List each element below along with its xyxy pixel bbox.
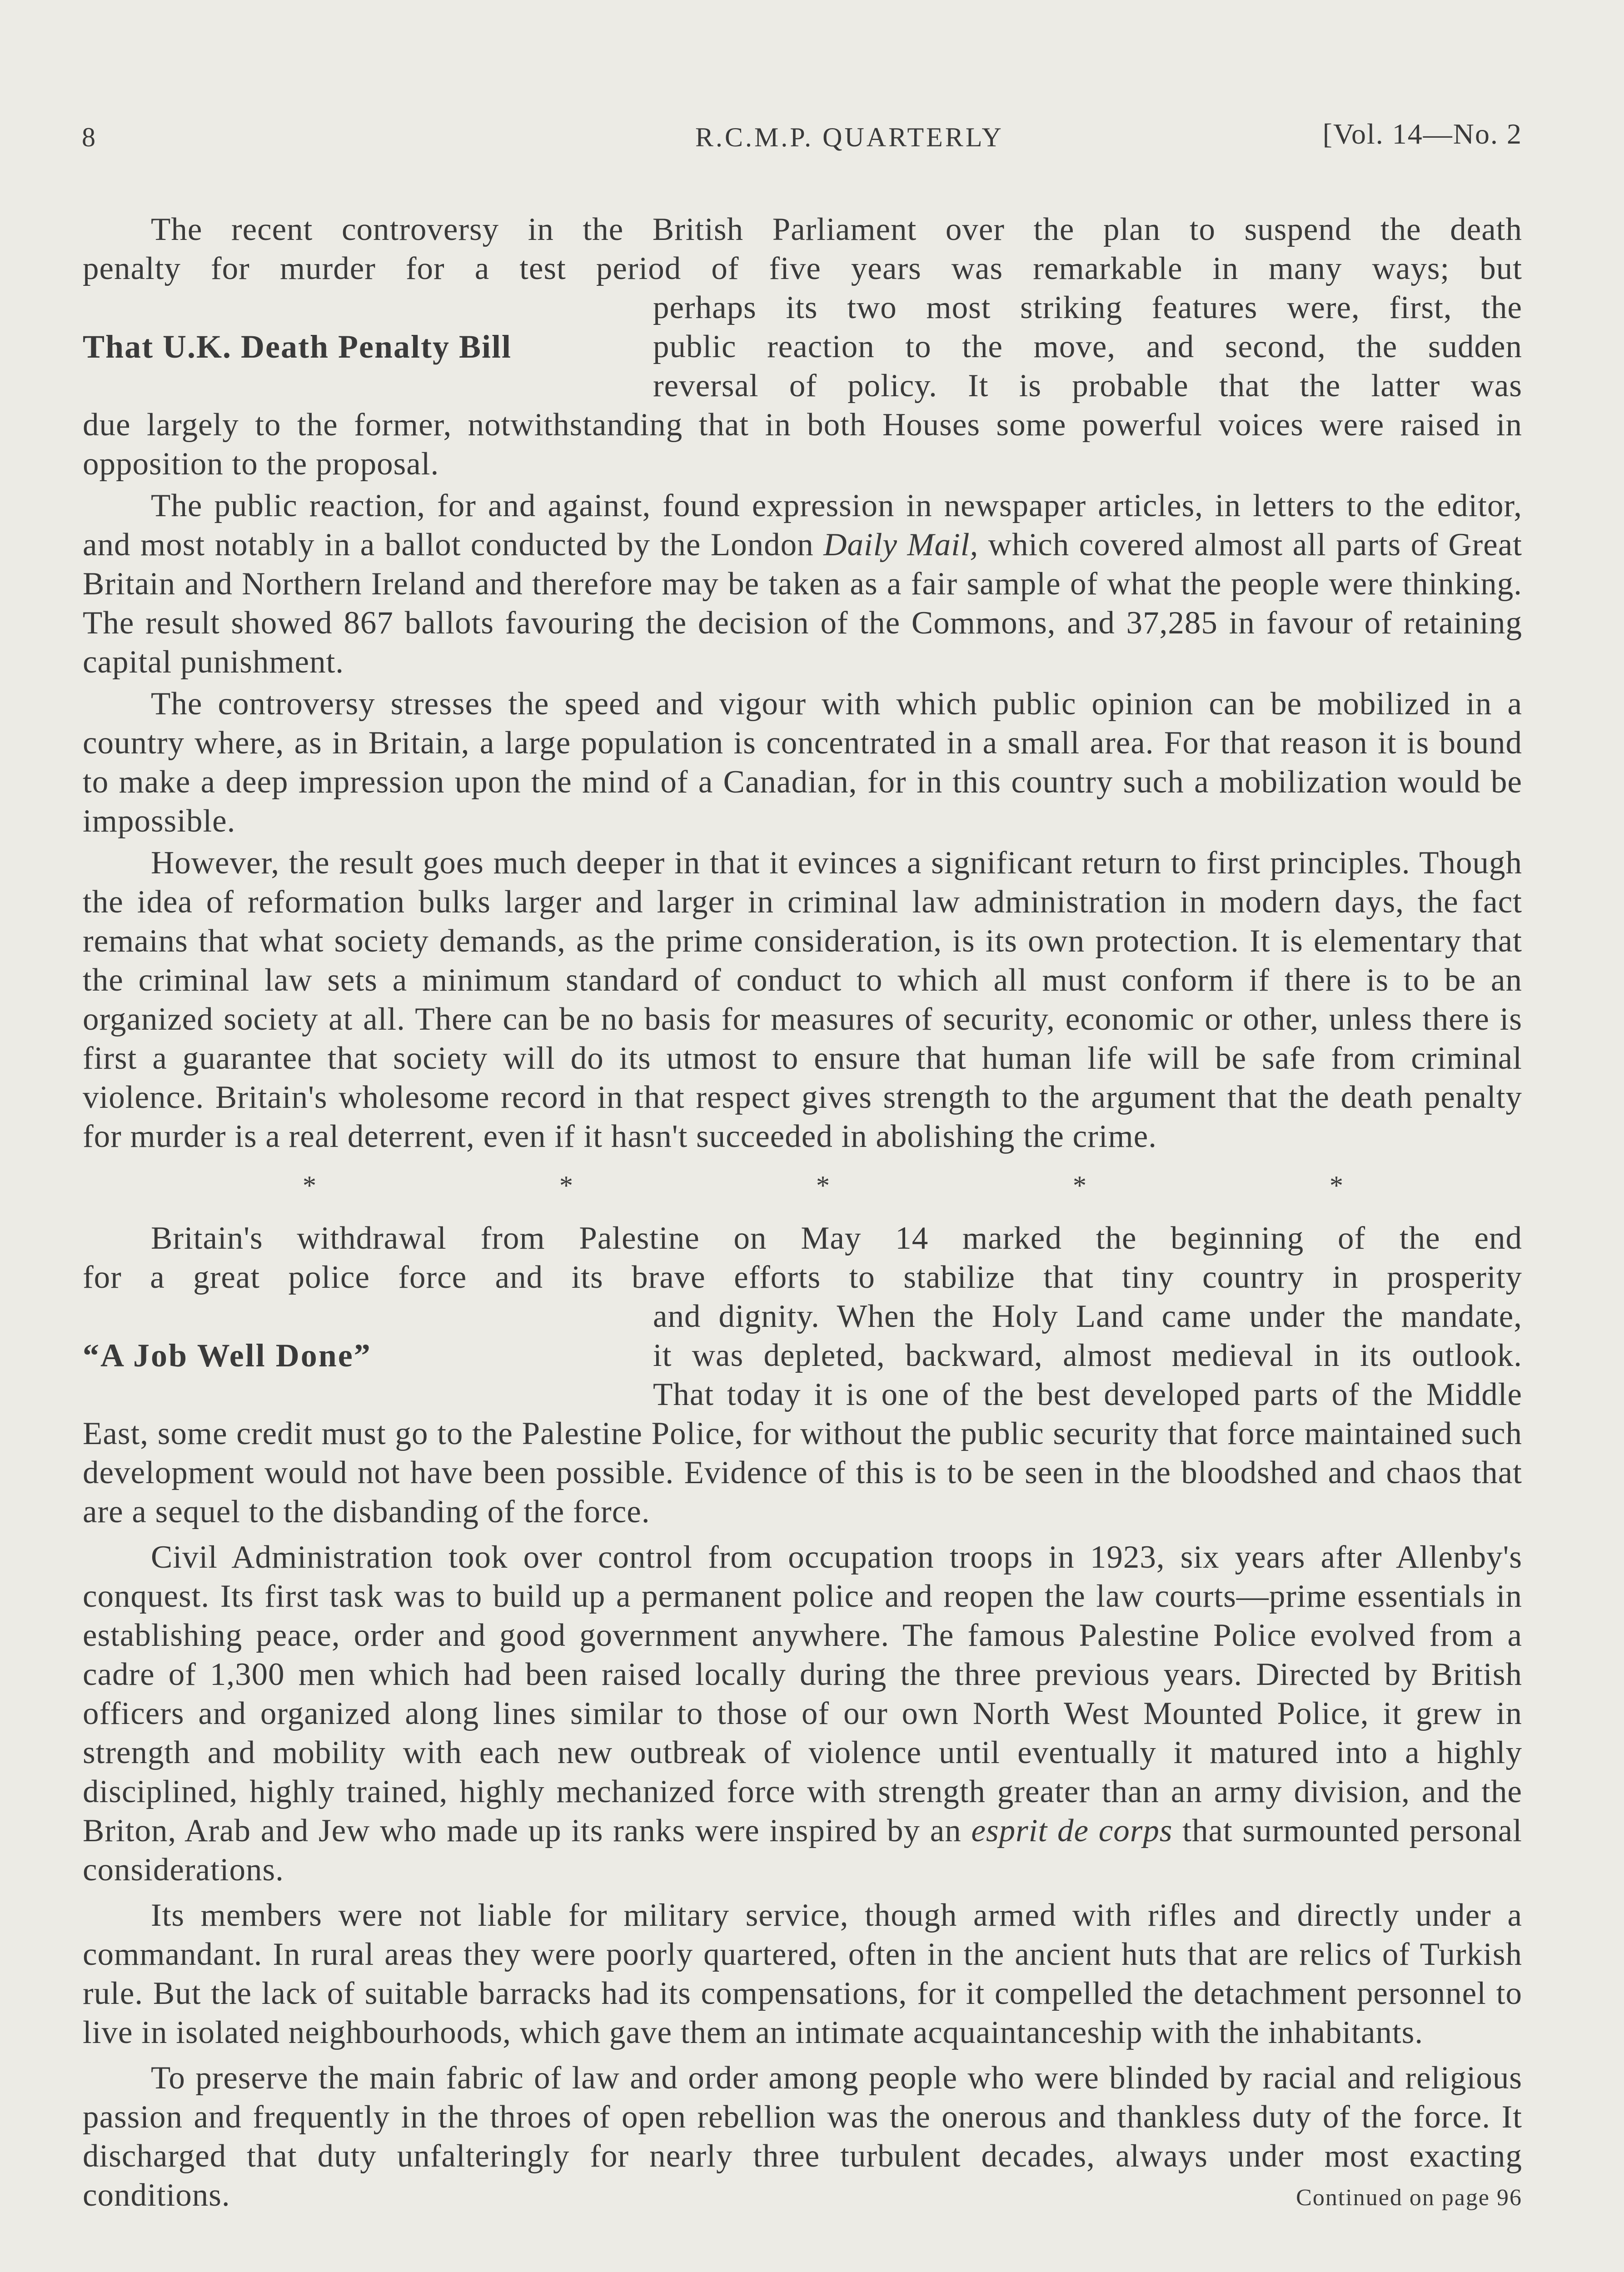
journal-title: R.C.M.P. QUARTERLY xyxy=(695,122,1004,152)
continued-note: Continued on page 96 xyxy=(1296,2185,1522,2211)
article-paragraph: However, the result goes much deeper in that it evinces a significant return to first principles. Though the idea of reformation bulks larger and larger in criminal law administration in modern days, the fact remains that what society demands, as the prime consideration, is its own protection. It is elementary that the criminal law sets a minimum standard of conduct to which all must conform if there is to be an organized society at all. There can be no basis for measures of security, economic or other, unless there is first a guarantee that society will do its utmost to ensure that human life will be safe from criminal violence. Britain's wholesome record in that respect gives strength to the argument that the death penalty for murder is a real deterrent, even if it hasn't succeeded in abolishing the crime. xyxy=(83,845,1522,1154)
side-heading-text: and dignity. When the Holy Land came under the mandate, it was depleted, backward, almost medieval in its outlook. That today it is one of the best developed parts of the Middle xyxy=(653,1299,1522,1412)
article-lead-line: for a great police force and its brave efforts to stabilize that tiny country in prosperity xyxy=(83,1260,1522,1295)
article-paragraph: Civil Administration took over control from occupation troops in 1923, six years after Allenby's conquest. Its first task was to build up a permanent police and reopen the law courts—prime essentials in establishing peace, order and good government anywhere. The famous Palestine Police evolved from a cadre of 1,300 men which had been raised locally during the three previous years. Directed by British officers and organized along lines similar to those of our own North West Mounted Police, it grew in strength and mobility with each new outbreak of violence until eventually it matured into a highly disciplined, highly trained, highly mechanized force with strength greater than an army division, and the Briton, Arab and Jew who made up its ranks were inspired by an esprit de corps that surmounted personal considerations. xyxy=(83,1540,1522,1888)
article-paragraph-continuation: due largely to the former, notwithstanding that in both Houses some powerful voices were raised in opposition to the proposal. xyxy=(83,407,1522,482)
article-job-well-done xyxy=(83,1219,1522,1531)
section-separator: * * * * * xyxy=(303,1171,1461,1201)
article-lead-line: The recent controversy in the British Parliament over the plan to suspend the death xyxy=(151,212,1522,247)
editorial-column xyxy=(83,210,1522,2217)
side-heading-row xyxy=(83,288,1522,405)
article-death-penalty xyxy=(83,210,1522,483)
side-heading-row xyxy=(83,1297,1522,1414)
side-heading-title: That U.K. Death Penalty Bill xyxy=(83,329,512,365)
page-header xyxy=(82,118,1522,163)
article-paragraph: The controversy stresses the speed and vigour with which public opinion can be mobilized in a country where, as in Britain, a large population is concentrated in a small area. For that reason it is bound to make a deep impression upon the mind of a Canadian, for in this country such a mobilization would be impossible. xyxy=(83,686,1522,839)
article-paragraph: The public reaction, for and against, found expression in newspaper articles, in letters to the editor, and most notably in a ballot conducted by the London Daily Mail, which covered almost all parts of Great Britain and Northern Ireland and therefore may be taken as a fair sample of what the people were thinking. The result showed 867 ballots favouring the decision of the Commons, and 37,285 in favour of retaining capital punishment. xyxy=(83,488,1522,680)
page-number: 8 xyxy=(82,122,97,152)
side-heading-text: perhaps its two most striking features were, first, the public reaction to the move, and second, the sudden reversal of policy. It is probable that the latter was xyxy=(653,290,1522,404)
volume-issue: [Vol. 14—No. 2 xyxy=(1322,118,1522,150)
article-lead-line: Britain's withdrawal from Palestine on May 14 marked the beginning of the end xyxy=(151,1221,1522,1256)
article-paragraph: Its members were not liable for military service, though armed with rifles and directly under a commandant. In rural areas they were poorly quartered, often in the ancient huts that are relics of Turkish rule. But the lack of suitable barracks had its compensations, for it compelled the detachment personnel to live in isolated neighbourhoods, which gave them an intimate acquaintanceship with the inhabitants. xyxy=(83,1898,1522,2050)
article-lead-line: penalty for murder for a test period of five years was remarkable in many ways; but xyxy=(83,251,1522,286)
article-paragraph-continuation: East, some credit must go to the Palestine Police, for without the public security that force maintained such development would not have been possible. Evidence of this is to be seen in the bloodshed and chaos that are a sequel to the disbanding of the force. xyxy=(83,1416,1522,1530)
article-paragraph: To preserve the main fabric of law and order among people who were blinded by racial and religious passion and frequently in the throes of open rebellion was the onerous and thankless duty of the force. It discharged that duty unfalteringly for nearly three turbulent decades, always under most exacting conditions. Continued on page 96 xyxy=(83,2058,1522,2215)
side-heading-title: “A Job Well Done” xyxy=(83,1337,372,1374)
